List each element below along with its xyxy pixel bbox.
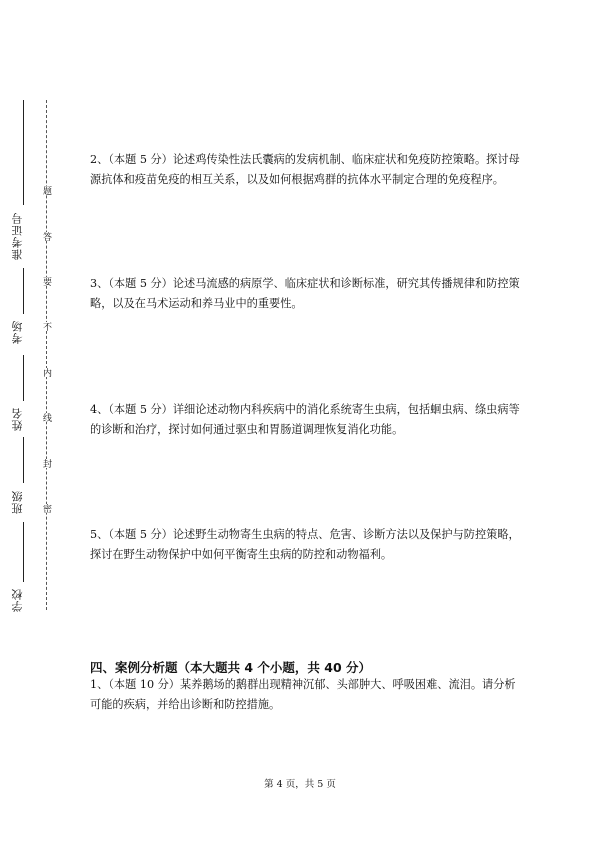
seal-word: 不 [41, 322, 51, 331]
field-line-exam-room [23, 268, 24, 314]
field-line-name [23, 355, 24, 401]
seal-word: 线 [41, 413, 51, 422]
seal-dashed-line [46, 100, 47, 610]
field-label-class: 班级 [11, 490, 24, 514]
seal-word: 内 [41, 368, 51, 377]
seal-word: 要 [41, 277, 51, 286]
field-label-school: 学校 [11, 588, 24, 612]
seal-word: 题 [41, 186, 51, 195]
question-5: 5、（本题 5 分）论述野生动物寄生虫病的特点、危害、诊断方法以及保护与防控策略，探讨在野生动物保护中如何平衡寄生虫病的防控和动物福利。 [90, 528, 520, 561]
binding-margin [0, 0, 70, 848]
seal-word: 密 [41, 504, 51, 513]
page-footer: 第 4 页，共 5 页 [264, 779, 336, 790]
question-2: 2、（本题 5 分）论述鸡传染性法氏囊病的发病机制、临床症状和免疫防控策略。探讨母源抗体和疫苗免疫的相互关系，以及如何根据鸡群的抗体水平制定合理的免疫程序。 [90, 153, 520, 186]
question-3: 3、（本题 5 分）论述马流感的病原学、临床症状和诊断标准，研究其传播规律和防控策略，以及在马术运动和养马业中的重要性。 [90, 277, 520, 310]
seal-word: 封 [41, 459, 51, 468]
section-title: 四、案例分析题（本大题共 4 个小题，共 40 分） [90, 660, 372, 675]
field-line-exam-number [23, 100, 24, 205]
question-4: 4、（本题 5 分）详细论述动物内科疾病中的消化系统寄生虫病，包括蛔虫病、绦虫病等的诊断和治疗，探讨如何通过驱虫和胃肠道调理恢复消化功能。 [90, 403, 520, 436]
field-line-school [23, 522, 24, 582]
field-line-class [23, 437, 24, 483]
case-question-1: 1、（本题 10 分）某养鹅场的鹅群出现精神沉郁、头部肿大、呼吸困难、流泪。请分析可能的疾病，并给出诊断和防控措施。 [90, 678, 516, 711]
field-label-exam-number: 准考证号 [11, 212, 24, 260]
seal-word: 答 [41, 232, 51, 241]
field-label-exam-room: 考场 [11, 320, 24, 344]
field-label-name: 姓名 [11, 407, 24, 431]
